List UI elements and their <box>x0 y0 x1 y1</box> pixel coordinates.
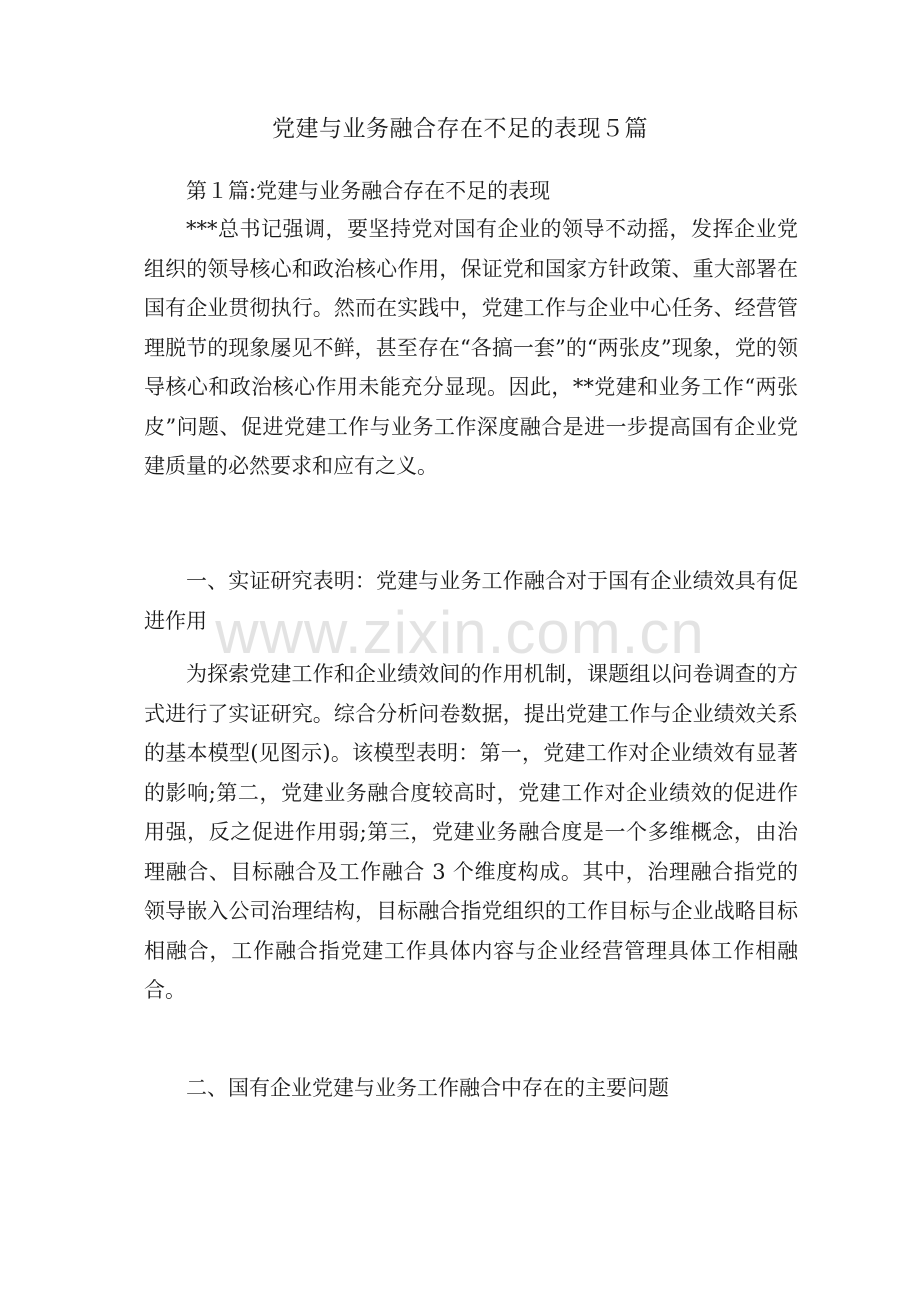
section-heading-1: 第１篇:党建与业务融合存在不足的表现 <box>186 179 551 203</box>
watermark: www.zixin.com.cn <box>215 599 705 666</box>
paragraph-research: 为探索党建工作和企业绩效间的作用机制，课题组以问卷调查的方式进行了实证研究。综合分析问卷数据，提出党建工作与企业绩效关系的基本模型(见图示)。该模型表明：第一，党建工作对企业绩效有显著的影响;第二，党建业务融合度较高时，党建工作对企业绩效的促进作用强，反之促进作用弱;第三，党建业务融合度是一个多维概念，由治理融合、目标融合及工作融合 3 个维度构成。其中，治理融合指党的领导嵌入公司治理结构，目标融合指党组织的工作目标与企业战略目标相融合，工作融合指党建工作具体内容与企业经营管理具体工作相融合。 <box>144 662 798 1002</box>
paragraph-intro: ***总书记强调，要坚持党对国有企业的领导不动摇，发挥企业党组织的领导核心和政治核心作用，保证党和国家方针政策、重大部署在国有企业贯彻执行。然而在实践中，党建工作与企业中心任务、经营管理脱节的现象屡见不鲜，甚至存在“各搞一套”的“两张皮”现象，党的领导核心和政治核心作用未能充分显现。因此，**党建和业务工作“两张皮”问题、促进党建工作与业务工作深度融合是进一步提高国有企业党建质量的必然要求和应有之义。 <box>144 217 798 478</box>
subheading-one: 一、实证研究表明：党建与业务工作融合对于国有企业绩效具有促进作用 <box>144 569 798 633</box>
subheading-two: 二、国有企业党建与业务工作融合中存在的主要问题 <box>186 1076 669 1100</box>
document-title: 党建与业务融合存在不足的表现５篇 <box>272 116 648 142</box>
